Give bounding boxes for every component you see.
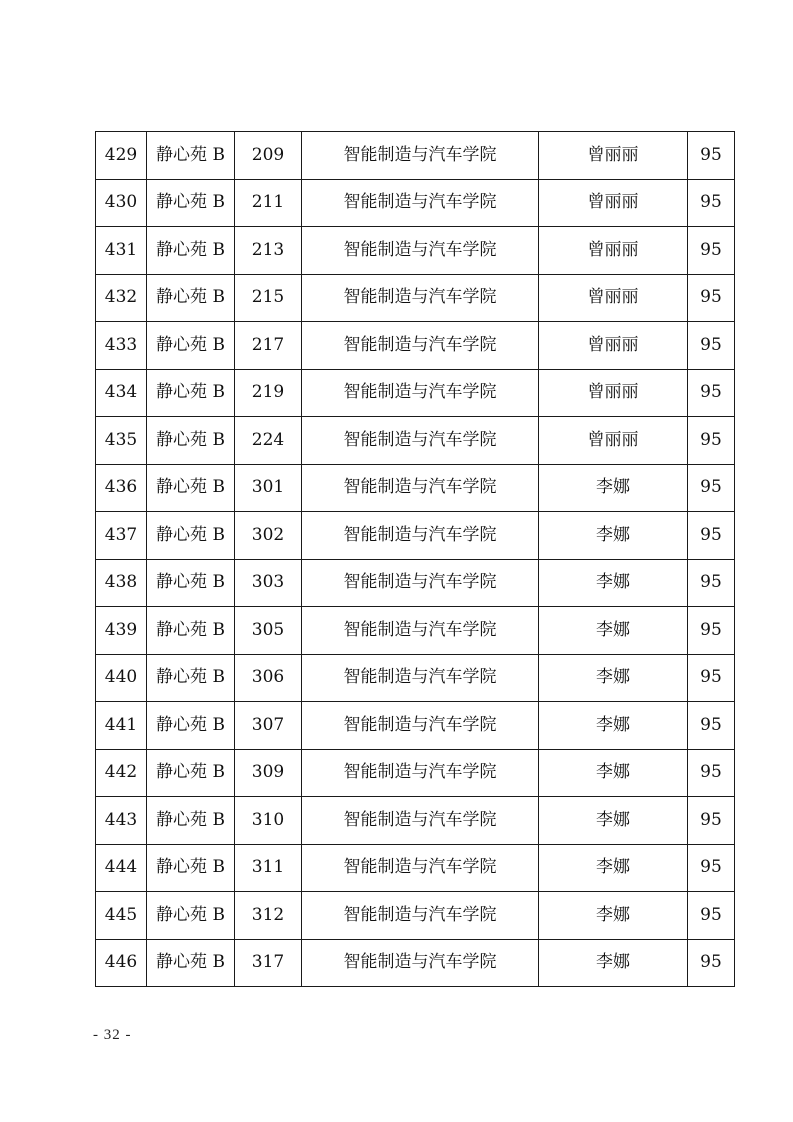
row-number-cell: 431: [96, 227, 147, 275]
room-number-cell: 215: [235, 274, 302, 322]
counselor-cell: 李娜: [539, 844, 688, 892]
row-number-cell: 444: [96, 844, 147, 892]
row-number-cell: 445: [96, 892, 147, 940]
room-number-cell: 310: [235, 797, 302, 845]
college-cell: 智能制造与汽车学院: [302, 417, 539, 465]
table-row: [96, 512, 735, 560]
counselor-cell: 李娜: [539, 749, 688, 797]
counselor-cell: 曾丽丽: [539, 179, 688, 227]
score-cell: 95: [688, 844, 735, 892]
row-number-cell: 436: [96, 464, 147, 512]
college-cell: 智能制造与汽车学院: [302, 607, 539, 655]
room-number-cell: 219: [235, 369, 302, 417]
college-cell: 智能制造与汽车学院: [302, 512, 539, 560]
score-cell: 95: [688, 322, 735, 370]
building-cell: 静心苑 B: [147, 132, 235, 180]
table-row: [96, 369, 735, 417]
page-number: - 32 -: [93, 1027, 132, 1043]
college-cell: 智能制造与汽车学院: [302, 939, 539, 987]
college-cell: 智能制造与汽车学院: [302, 654, 539, 702]
score-cell: 95: [688, 179, 735, 227]
room-number-cell: 305: [235, 607, 302, 655]
score-cell: 95: [688, 939, 735, 987]
score-cell: 95: [688, 274, 735, 322]
score-cell: 95: [688, 132, 735, 180]
building-cell: 静心苑 B: [147, 607, 235, 655]
row-number-cell: 432: [96, 274, 147, 322]
row-number-cell: 440: [96, 654, 147, 702]
college-cell: 智能制造与汽车学院: [302, 132, 539, 180]
score-cell: 95: [688, 417, 735, 465]
room-number-cell: 317: [235, 939, 302, 987]
row-number-cell: 433: [96, 322, 147, 370]
counselor-cell: 李娜: [539, 559, 688, 607]
score-cell: 95: [688, 797, 735, 845]
score-cell: 95: [688, 464, 735, 512]
counselor-cell: 李娜: [539, 797, 688, 845]
building-cell: 静心苑 B: [147, 417, 235, 465]
building-cell: 静心苑 B: [147, 654, 235, 702]
table-row: [96, 322, 735, 370]
score-cell: 95: [688, 892, 735, 940]
counselor-cell: 李娜: [539, 464, 688, 512]
counselor-cell: 曾丽丽: [539, 227, 688, 275]
room-number-cell: 301: [235, 464, 302, 512]
room-number-cell: 209: [235, 132, 302, 180]
room-number-cell: 213: [235, 227, 302, 275]
counselor-cell: 李娜: [539, 607, 688, 655]
counselor-cell: 曾丽丽: [539, 369, 688, 417]
table-row: [96, 892, 735, 940]
score-cell: 95: [688, 512, 735, 560]
score-cell: 95: [688, 607, 735, 655]
room-number-cell: 303: [235, 559, 302, 607]
row-number-cell: 437: [96, 512, 147, 560]
row-number-cell: 429: [96, 132, 147, 180]
room-number-cell: 307: [235, 702, 302, 750]
college-cell: 智能制造与汽车学院: [302, 274, 539, 322]
building-cell: 静心苑 B: [147, 464, 235, 512]
score-cell: 95: [688, 702, 735, 750]
college-cell: 智能制造与汽车学院: [302, 797, 539, 845]
table-row: [96, 749, 735, 797]
college-cell: 智能制造与汽车学院: [302, 227, 539, 275]
college-cell: 智能制造与汽车学院: [302, 844, 539, 892]
table-body: [96, 132, 735, 987]
score-cell: 95: [688, 749, 735, 797]
building-cell: 静心苑 B: [147, 227, 235, 275]
building-cell: 静心苑 B: [147, 512, 235, 560]
table-row: [96, 274, 735, 322]
building-cell: 静心苑 B: [147, 892, 235, 940]
building-cell: 静心苑 B: [147, 559, 235, 607]
row-number-cell: 446: [96, 939, 147, 987]
building-cell: 静心苑 B: [147, 179, 235, 227]
score-cell: 95: [688, 227, 735, 275]
table-row: [96, 702, 735, 750]
room-number-cell: 211: [235, 179, 302, 227]
college-cell: 智能制造与汽车学院: [302, 892, 539, 940]
row-number-cell: 442: [96, 749, 147, 797]
building-cell: 静心苑 B: [147, 749, 235, 797]
room-number-cell: 224: [235, 417, 302, 465]
counselor-cell: 曾丽丽: [539, 132, 688, 180]
table-row: [96, 654, 735, 702]
table-row: [96, 844, 735, 892]
table-row: [96, 417, 735, 465]
row-number-cell: 430: [96, 179, 147, 227]
building-cell: 静心苑 B: [147, 322, 235, 370]
row-number-cell: 435: [96, 417, 147, 465]
counselor-cell: 曾丽丽: [539, 274, 688, 322]
building-cell: 静心苑 B: [147, 702, 235, 750]
counselor-cell: 李娜: [539, 702, 688, 750]
counselor-cell: 李娜: [539, 892, 688, 940]
counselor-cell: 曾丽丽: [539, 322, 688, 370]
counselor-cell: 曾丽丽: [539, 417, 688, 465]
row-number-cell: 438: [96, 559, 147, 607]
table-row: [96, 132, 735, 180]
room-number-cell: 309: [235, 749, 302, 797]
counselor-cell: 李娜: [539, 654, 688, 702]
dormitory-score-table: [95, 131, 735, 987]
row-number-cell: 434: [96, 369, 147, 417]
row-number-cell: 439: [96, 607, 147, 655]
room-number-cell: 311: [235, 844, 302, 892]
building-cell: 静心苑 B: [147, 844, 235, 892]
building-cell: 静心苑 B: [147, 939, 235, 987]
counselor-cell: 李娜: [539, 939, 688, 987]
table-row: [96, 464, 735, 512]
score-cell: 95: [688, 559, 735, 607]
room-number-cell: 302: [235, 512, 302, 560]
college-cell: 智能制造与汽车学院: [302, 749, 539, 797]
score-cell: 95: [688, 369, 735, 417]
college-cell: 智能制造与汽车学院: [302, 559, 539, 607]
table-row: [96, 607, 735, 655]
room-number-cell: 312: [235, 892, 302, 940]
room-number-cell: 217: [235, 322, 302, 370]
table-row: [96, 797, 735, 845]
building-cell: 静心苑 B: [147, 797, 235, 845]
table-row: [96, 227, 735, 275]
table-row: [96, 559, 735, 607]
counselor-cell: 李娜: [539, 512, 688, 560]
table-row: [96, 939, 735, 987]
score-cell: 95: [688, 654, 735, 702]
college-cell: 智能制造与汽车学院: [302, 464, 539, 512]
college-cell: 智能制造与汽车学院: [302, 369, 539, 417]
college-cell: 智能制造与汽车学院: [302, 322, 539, 370]
room-number-cell: 306: [235, 654, 302, 702]
building-cell: 静心苑 B: [147, 369, 235, 417]
row-number-cell: 443: [96, 797, 147, 845]
row-number-cell: 441: [96, 702, 147, 750]
building-cell: 静心苑 B: [147, 274, 235, 322]
college-cell: 智能制造与汽车学院: [302, 179, 539, 227]
college-cell: 智能制造与汽车学院: [302, 702, 539, 750]
table-row: [96, 179, 735, 227]
